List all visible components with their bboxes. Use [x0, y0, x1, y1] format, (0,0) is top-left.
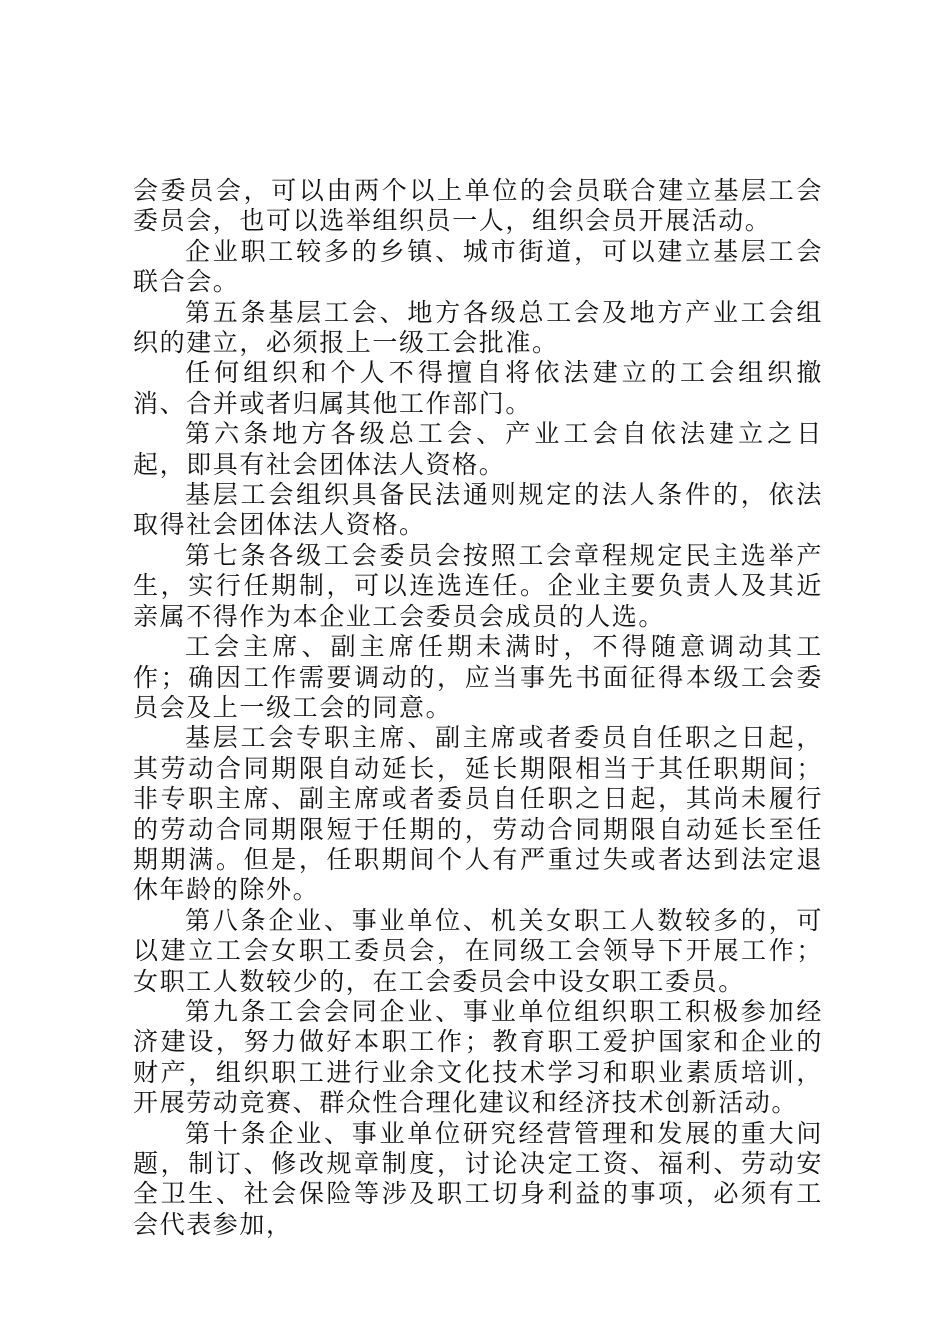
paragraph: 基层工会专职主席、副主席或者委员自任职之日起，其劳动合同期限自动延长，延长期限相当于其任职期间；非专职主席、副主席或者委员自任职之日起，其尚未履行的劳动合同期限短于任期的，劳动合同期限自动延长至任期期满。但是，任职期间个人有严重过失或者达到法定退休年龄的除外。: [133, 723, 823, 905]
paragraph: 任何组织和个人不得擅自将依法建立的工会组织撤消、合并或者归属其他工作部门。: [133, 358, 823, 418]
paragraph-article-10: 第十条企业、事业单位研究经营管理和发展的重大问题，制订、修改规章制度，讨论决定工资、福利、劳动安全卫生、社会保险等涉及职工切身利益的事项，必须有工会代表参加，: [133, 1118, 823, 1239]
paragraph-article-9: 第九条工会会同企业、事业单位组织职工积极参加经济建设，努力做好本职工作；教育职工爱护国家和企业的财产，组织职工进行业余文化技术学习和职业素质培训，开展劳动竞赛、群众性合理化建议和经济技术创新活动。: [133, 996, 823, 1118]
paragraph-article-6: 第六条地方各级总工会、产业工会自依法建立之日起，即具有社会团体法人资格。: [133, 419, 823, 479]
paragraph: 企业职工较多的乡镇、城市街道，可以建立基层工会联合会。: [133, 236, 823, 297]
paragraph-article-8: 第八条企业、事业单位、机关女职工人数较多的，可以建立工会女职工委员会，在同级工会领导下开展工作；女职工人数较少的，在工会委员会中设女职工委员。: [133, 905, 823, 996]
paragraph-article-7: 第七条各级工会委员会按照工会章程规定民主选举产生，实行任期制，可以连选连任。企业主要负责人及其近亲属不得作为本企业工会委员会成员的人选。: [133, 540, 823, 631]
document-body: [133, 176, 823, 1240]
paragraph: 基层工会组织具备民法通则规定的法人条件的，依法取得社会团体法人资格。: [133, 480, 823, 540]
paragraph-article-5: 第五条基层工会、地方各级总工会及地方产业工会组织的建立，必须报上一级工会批准。: [133, 297, 823, 358]
paragraph: 会委员会，可以由两个以上单位的会员联合建立基层工会委员会，也可以选举组织员一人，组织会员开展活动。: [133, 176, 823, 236]
paragraph: 工会主席、副主席任期未满时，不得随意调动其工作；确因工作需要调动的，应当事先书面征得本级工会委员会及上一级工会的同意。: [133, 632, 823, 722]
